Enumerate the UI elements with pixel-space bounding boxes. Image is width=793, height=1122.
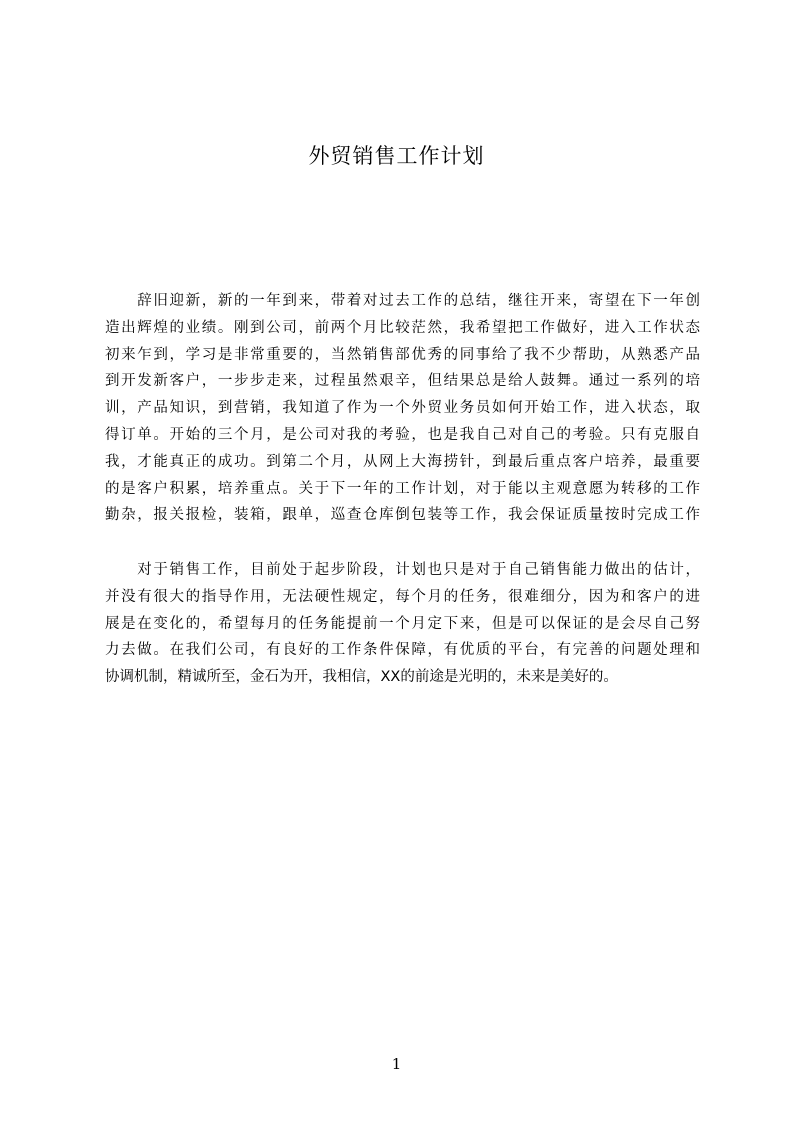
paragraph-1-line-7: 我，才能真正的成功。到第二个月，从网上大海捞针，到最后重点客户培养，最重要 [105,453,700,470]
paragraph-1-line-4: 到开发新客户，一步步走来，过程虽然艰辛，但结果总是给人鼓舞。通过一系列的培 [105,373,700,390]
paragraph-2-line-1: 对于销售工作，目前处于起步阶段，计划也只是对于自己销售能力做出的估计， [105,562,700,578]
page-number: 1 [391,1055,402,1073]
paragraph-1-line-8: 的是客户积累，培养重点。关于下一年的工作计划，对于能以主观意愿为转移的工作 [105,480,700,497]
paragraph-2-line-3: 展是在变化的，希望每月的任务能提前一个月定下来，但是可以保证的是会尽自己努 [105,615,700,632]
paragraph-1-line-1: 辞旧迎新，新的一年到来，带着对过去工作的总结，继往开来，寄望在下一年创 [105,293,700,309]
document-title: 外贸销售工作计划 [308,144,485,168]
paragraph-1-line-6: 得订单。开始的三个月，是公司对我的考验，也是我自己对自己的考验。只有克服自 [105,426,700,443]
paragraph-1 [105,288,700,529]
paragraph-1-line-2: 造出辉煌的业绩。刚到公司，前两个月比较茫然，我希望把工作做好，进入工作状态 [105,319,700,336]
paragraph-1-line-3: 初来乍到，学习是非常重要的，当然销售部优秀的同事给了我不少帮助，从熟悉产品 [105,346,700,363]
paragraph-1-line-5: 训，产品知识，到营销，我知道了作为一个外贸业务员如何开始工作，进入状态，取 [105,400,700,417]
paragraph-2-line-2: 并没有很大的指导作用，无法硬性规定，每个月的任务，很难细分，因为和客户的进 [105,588,700,605]
paragraph-1-line-9: 勤杂，报关报检，装箱，跟单，巡查仓库倒包装等工作，我会保证质量按时完成工作 [105,507,700,524]
paragraph-2-line-5: 协调机制，精诚所至，金石为开，我相信，XX的前途是光明的，未来是美好的。 [105,669,618,686]
paragraph-2-line-4: 力去做。在我们公司，有良好的工作条件保障，有优质的平台，有完善的问题处理和 [105,642,700,659]
paragraph-2 [105,557,700,691]
